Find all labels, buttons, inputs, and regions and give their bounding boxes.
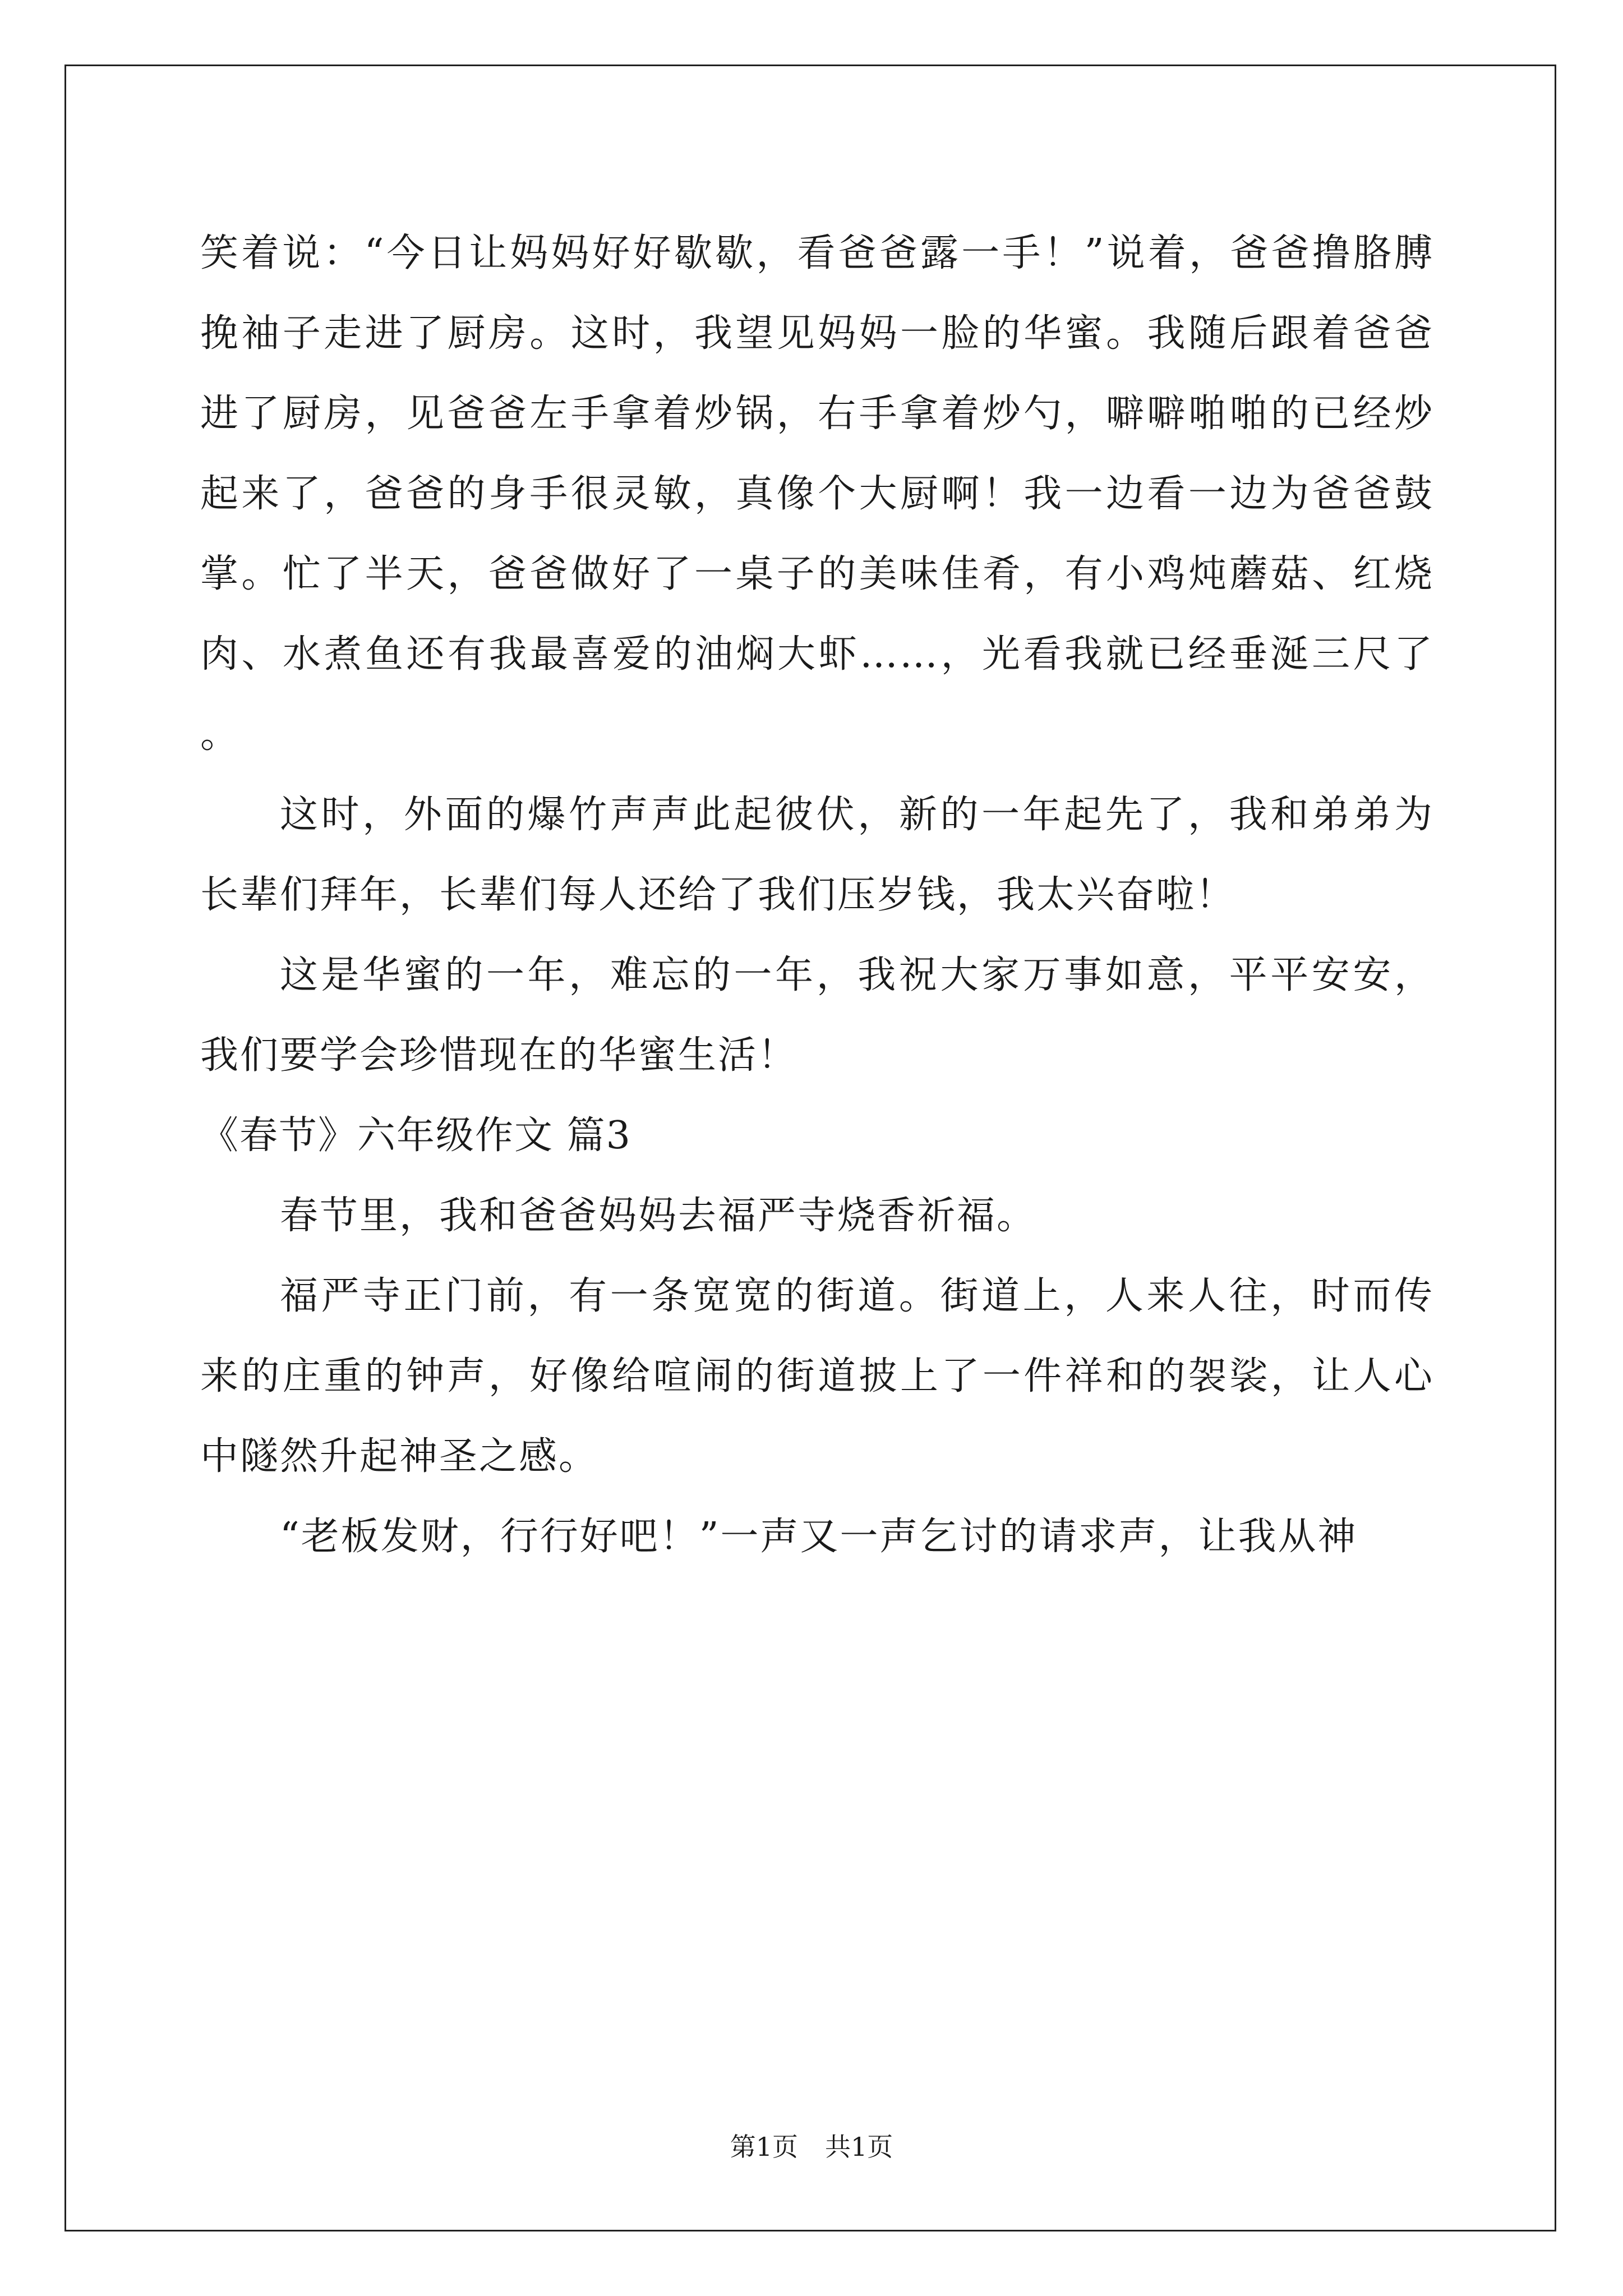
paragraph-temple-visit: 春节里，我和爸爸妈妈去福严寺烧香祈福。	[280, 1194, 1037, 1238]
paragraph-wishes: 这是华蜜的一年，难忘的一年，我祝大家万事如意，平平安安，我们要学会珍惜现在的华蜜生活！	[200, 953, 1434, 1078]
paragraph-firecrackers: 这时，外面的爆竹声声此起彼伏，新的一年起先了，我和弟弟为长辈们拜年，长辈们每人还给了我们压岁钱，我太兴奋啦！	[200, 793, 1434, 917]
paragraph-beggar: “老板发财，行行好吧！”一声又一声乞讨的请求声，让我从神	[280, 1515, 1358, 1559]
page-number: 第1页	[730, 2132, 798, 2162]
paragraph-street: 福严寺正门前，有一条宽宽的街道。街道上，人来人往，时而传来的庄重的钟声，好像给喧闹的街道披上了一件祥和的袈裟，让人心中隧然升起神圣之感。	[200, 1274, 1434, 1479]
page-footer	[0, 2130, 1623, 2164]
document-body	[200, 213, 1434, 1577]
section-heading: 《春节》六年级作文 篇3	[200, 1114, 631, 1158]
paragraph-continuation: 笑着说：“今日让妈妈好好歇歇，看爸爸露一手！”说着，爸爸撸胳膊挽袖子走进了厨房。这时，我望见妈妈一脸的华蜜。我随后跟着爸爸进了厨房，见爸爸左手拿着炒锅，右手拿着炒勺，噼噼啪啪的已经炒起来了，爸爸的身手很灵敏，真像个大厨啊！我一边看一边为爸爸鼓掌。忙了半天，爸爸做好了一桌子的美味佳肴，有小鸡炖蘑菇、红烧肉、水煮鱼还有我最喜爱的油焖大虾……，光看我就已经垂涎三尺了。	[200, 231, 1434, 757]
page-total: 共1页	[825, 2132, 893, 2162]
